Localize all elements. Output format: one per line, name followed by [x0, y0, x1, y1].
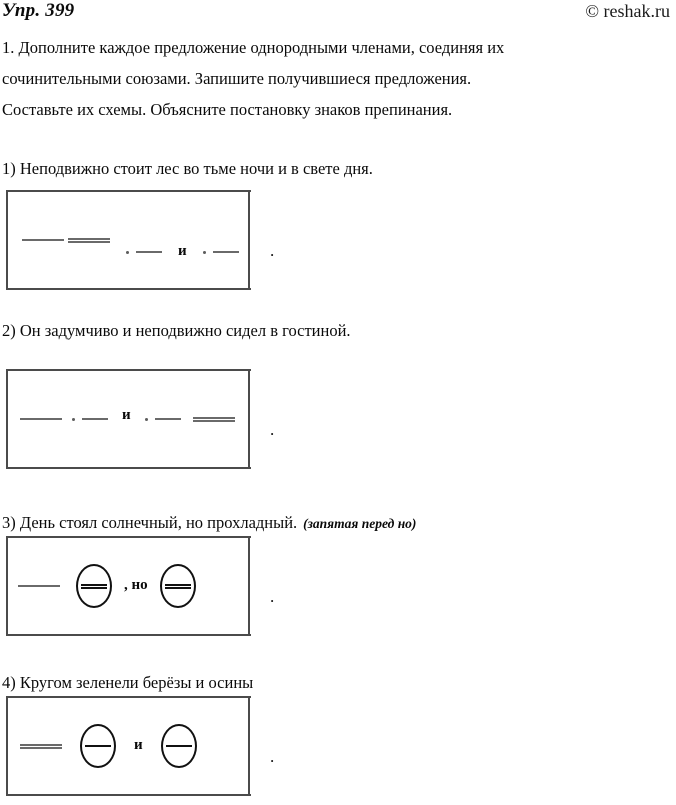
- sentence-4: 4) Кругом зеленели берёзы и осины: [2, 673, 254, 692]
- task-instructions: [2, 32, 672, 125]
- scheme-bracket-1: [6, 190, 250, 290]
- adverbial-dot: [203, 251, 206, 254]
- sentence-3-note: (запятая перед но): [303, 516, 417, 531]
- subject-line-symbol: [18, 585, 60, 587]
- adverbial-dash: [213, 251, 239, 253]
- sentence-3: [2, 512, 416, 535]
- adverbial-dot: [126, 251, 129, 254]
- scheme-diagram-3: [6, 536, 275, 636]
- adverbial-dot-dash-symbol-a: [72, 418, 108, 421]
- instruction-line-3: Составьте их схемы. Объясните постановку знаков препинания.: [2, 100, 453, 119]
- instruction-line-2: сочинительными союзами. Запишите получившиеся предложения.: [2, 69, 472, 88]
- adverbial-dot: [72, 418, 75, 421]
- scheme-diagram-1: [6, 190, 275, 290]
- watermark: © reshak.ru: [585, 1, 670, 21]
- scheme-bracket-3: [6, 536, 250, 636]
- scheme-end-period-4: .: [270, 747, 275, 766]
- scheme-diagram-2: [6, 369, 275, 469]
- sentence-3-main: 3) День стоял солнечный, но прохладный.: [2, 513, 298, 532]
- conjunction-label-4: и: [134, 736, 143, 753]
- scheme-end-period-3: .: [270, 587, 275, 606]
- scheme-end-period-1: .: [270, 241, 275, 260]
- adverbial-dash: [136, 251, 162, 253]
- adverbial-dot-dash-symbol-b: [203, 251, 239, 254]
- subject-line-symbol: [22, 239, 64, 241]
- circled-subject-symbol-b: [161, 724, 197, 768]
- conjunction-label-1: и: [178, 242, 187, 259]
- page-header: [0, 0, 676, 26]
- subject-single-line: [85, 745, 111, 747]
- adverbial-dot-dash-symbol-a: [126, 251, 162, 254]
- subject-single-line: [166, 745, 192, 747]
- adverbial-dot: [145, 418, 148, 421]
- page-title: Упр. 399: [2, 0, 75, 21]
- circled-definition-symbol-b: [160, 564, 196, 608]
- instruction-line-1: 1. Дополните каждое предложение однородными членами, соединяя их: [2, 38, 505, 57]
- subject-line-symbol: [20, 418, 62, 420]
- conjunction-label-2: и: [122, 407, 131, 423]
- conjunction-label-3: , но: [124, 576, 148, 593]
- scheme-bracket-4: [6, 696, 250, 796]
- circled-definition-symbol-a: [76, 564, 112, 608]
- circled-subject-symbol-a: [80, 724, 116, 768]
- predicate-double-line-symbol: [68, 238, 110, 243]
- predicate-double-line-symbol: [193, 417, 235, 422]
- adverbial-dash: [82, 418, 108, 420]
- sentence-1: 1) Неподвижно стоит лес во тьме ночи и в свете дня.: [2, 159, 373, 178]
- adverbial-dash: [155, 418, 181, 420]
- scheme-bracket-2: [6, 369, 250, 469]
- definition-double-line: [165, 584, 191, 589]
- scheme-diagram-4: [6, 696, 275, 796]
- sentence-2: 2) Он задумчиво и неподвижно сидел в гостиной.: [2, 321, 351, 340]
- adverbial-dot-dash-symbol-b: [145, 418, 181, 421]
- predicate-double-line-symbol: [20, 744, 62, 749]
- definition-double-line: [81, 584, 107, 589]
- scheme-end-period-2: .: [270, 420, 275, 439]
